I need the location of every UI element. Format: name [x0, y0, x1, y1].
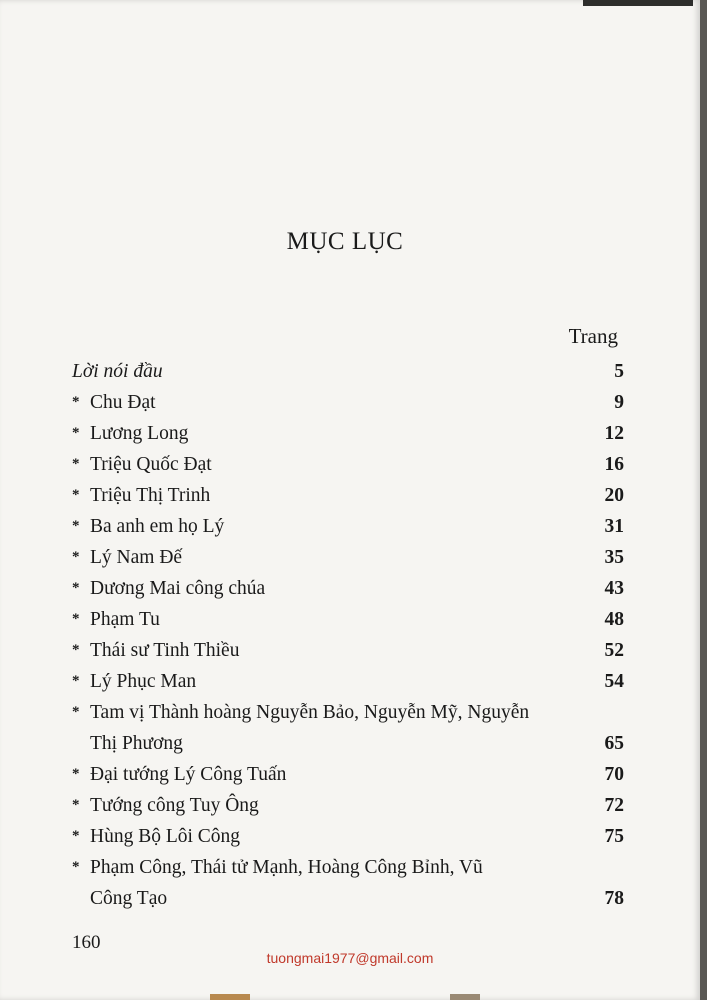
toc-entry-page: 78: [604, 888, 624, 909]
asterisk-icon: *: [72, 859, 80, 875]
toc-entry-page: 9: [614, 392, 624, 413]
asterisk-icon: *: [72, 487, 80, 503]
toc-entry-page: 65: [604, 733, 624, 754]
toc-entry-label: Phạm Công, Thái tử Mạnh, Hoàng Công Bỉnh, Vũ: [90, 857, 483, 878]
toc-entry-page: 70: [604, 764, 624, 785]
toc-entry: [72, 604, 624, 635]
toc-entry-label: Hùng Bộ Lôi Công: [90, 826, 241, 847]
toc-entry: [72, 573, 624, 604]
table-of-contents: [72, 356, 624, 914]
page-title: MỤC LỤC: [286, 228, 404, 255]
toc-entry-label-continued: Thị Phương: [90, 733, 183, 754]
toc-entry-label: Tướng công Tuy Ông: [90, 795, 259, 816]
toc-entry-page: 20: [604, 485, 624, 506]
asterisk-icon: *: [72, 828, 80, 844]
toc-entry-page: 72: [604, 795, 624, 816]
toc-entry-label: Triệu Quốc Đạt: [90, 454, 212, 475]
toc-entry: [72, 759, 624, 790]
toc-entry: [72, 387, 624, 418]
toc-entry: [72, 697, 624, 759]
toc-entry-label: Tam vị Thành hoàng Nguyễn Bảo, Nguyễn Mỹ, Nguyễn: [90, 702, 530, 723]
asterisk-icon: *: [72, 425, 80, 441]
asterisk-icon: *: [72, 580, 80, 596]
asterisk-icon: *: [72, 518, 80, 534]
scan-artifact: [450, 994, 480, 1000]
toc-entry-page: 12: [604, 423, 624, 444]
toc-entry-page: 16: [604, 454, 624, 475]
toc-entry: [72, 821, 624, 852]
toc-entry-label: Dương Mai công chúa: [90, 578, 266, 599]
toc-entry-page: 5: [614, 361, 624, 382]
toc-entry-label: Lý Nam Đế: [90, 547, 183, 568]
scan-edge: [700, 0, 707, 1000]
toc-entry-label: Triệu Thị Trinh: [90, 485, 211, 506]
asterisk-icon: *: [72, 549, 80, 565]
toc-entry-page: 43: [604, 578, 624, 599]
asterisk-icon: *: [72, 673, 80, 689]
watermark-email: tuongmai1977@gmail.com: [266, 950, 434, 966]
toc-entry: [72, 790, 624, 821]
page-column-header: Trang: [568, 324, 618, 348]
asterisk-icon: *: [72, 456, 80, 472]
toc-entry-page: 31: [604, 516, 624, 537]
toc-entry-label: Ba anh em họ Lý: [90, 516, 225, 537]
toc-entry-label: Lời nói đầu: [72, 361, 163, 382]
toc-entry-label: Lương Long: [90, 423, 189, 444]
toc-entry: [72, 418, 624, 449]
toc-entry-page: 35: [604, 547, 624, 568]
toc-entry-intro: [72, 356, 624, 387]
scan-shadow-top: [583, 0, 693, 6]
asterisk-icon: *: [72, 797, 80, 813]
toc-entry: [72, 635, 624, 666]
scan-artifact: [210, 994, 250, 1000]
toc-entry-label: Chu Đạt: [90, 392, 156, 413]
asterisk-icon: *: [72, 766, 80, 782]
toc-entry-page: 75: [604, 826, 624, 847]
toc-entry: [72, 542, 624, 573]
toc-entry-label: Thái sư Tinh Thiều: [90, 640, 240, 661]
asterisk-icon: *: [72, 611, 80, 627]
asterisk-icon: *: [72, 704, 80, 720]
toc-entry: [72, 511, 624, 542]
toc-entry-label: Phạm Tu: [90, 609, 160, 630]
asterisk-icon: *: [72, 642, 80, 658]
toc-entry-label: Lý Phục Man: [90, 671, 197, 692]
toc-entry: [72, 666, 624, 697]
page-number: 160: [72, 932, 101, 953]
toc-entry: [72, 449, 624, 480]
toc-entry-label: Đại tướng Lý Công Tuấn: [90, 764, 287, 785]
toc-entry-page: 52: [604, 640, 624, 661]
toc-entry-page: 54: [604, 671, 624, 692]
toc-entry: [72, 480, 624, 511]
toc-entry-label-continued: Công Tạo: [90, 888, 168, 909]
toc-entry: [72, 852, 624, 914]
asterisk-icon: *: [72, 394, 80, 410]
toc-entry-page: 48: [604, 609, 624, 630]
